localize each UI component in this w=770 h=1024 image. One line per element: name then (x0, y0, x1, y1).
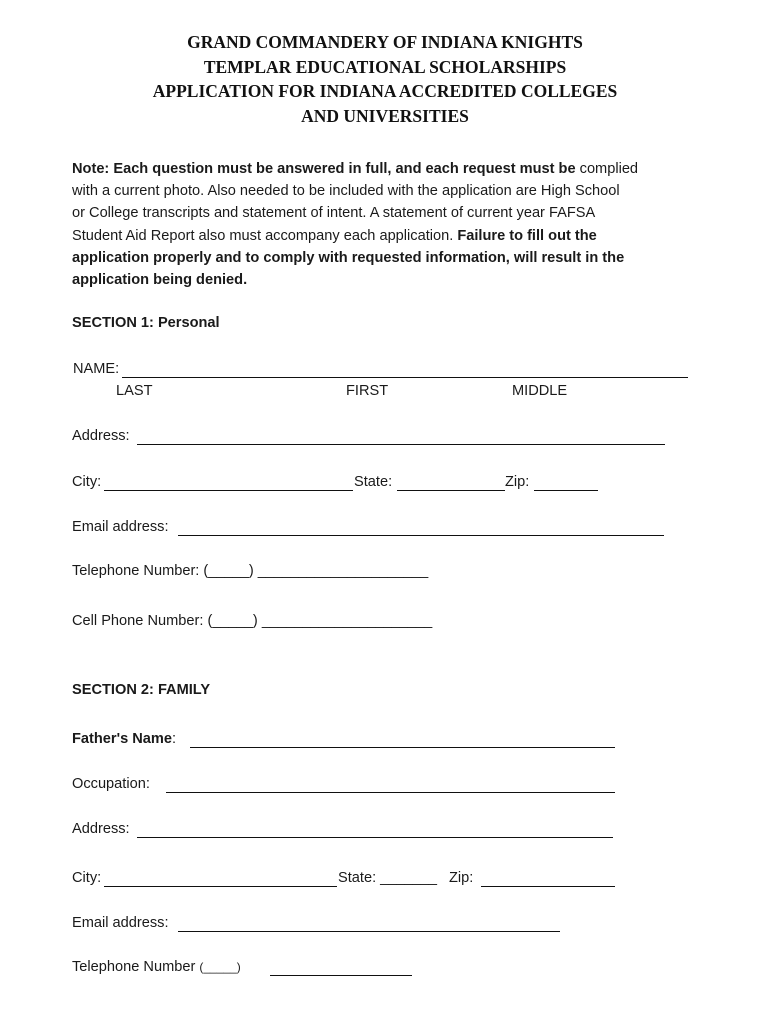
note-line-3: or College transcripts and statement of intent. A statement of current year FAFSA (72, 205, 596, 222)
zip-field[interactable] (534, 490, 598, 491)
note-line-5-bold: application properly and to comply with requested information, will result in the (72, 249, 625, 266)
occupation-label: Occupation: (72, 776, 150, 792)
note-bold-1: Note: Each question must be answered in full, and each request must be (72, 161, 576, 177)
title-line-3: APPLICATION FOR INDIANA ACCREDITED COLLEGES (152, 81, 618, 101)
note-line-1 (72, 158, 702, 180)
family-zip-label: Zip: (449, 870, 474, 886)
section-2-heading: SECTION 2: FAMILY (72, 682, 211, 698)
state-label: State: (354, 474, 393, 490)
father-name-colon: : (172, 731, 177, 747)
title-line-1: GRAND COMMANDERY OF INDIANA KNIGHTS (187, 32, 583, 52)
name-first-caption: FIRST (346, 383, 389, 399)
family-telephone-label (72, 959, 241, 975)
family-telephone-area-code[interactable]: (_____) (199, 960, 241, 974)
name-last-caption: LAST (116, 383, 153, 399)
state-field[interactable] (397, 490, 505, 491)
email-field[interactable] (178, 535, 664, 536)
instructions-note (72, 158, 702, 291)
city-field[interactable] (104, 490, 353, 491)
name-label: NAME: (73, 361, 120, 377)
occupation-field[interactable] (166, 792, 615, 793)
family-email-field[interactable] (178, 931, 560, 932)
family-email-label: Email address: (72, 915, 169, 931)
family-city-label: City: (72, 870, 102, 886)
family-address-field[interactable] (137, 837, 613, 838)
father-name-label (72, 731, 176, 747)
title-line-2: TEMPLAR EDUCATIONAL SCHOLARSHIPS (203, 56, 567, 77)
note-text-1: complied (575, 161, 639, 177)
note-line-4 (72, 225, 702, 247)
note-line-4-text: Student Aid Report also must accompany each application. (72, 227, 458, 244)
father-name-field[interactable] (190, 747, 615, 748)
family-city-field[interactable] (104, 886, 337, 887)
title-line-4: AND UNIVERSITIES (301, 105, 469, 126)
note-line-6 (72, 269, 702, 291)
cell-phone-field[interactable]: Cell Phone Number: (_____) _____________________ (72, 613, 433, 629)
address-label: Address: (72, 428, 130, 444)
telephone-field[interactable]: Telephone Number: (_____) _____________________ (72, 563, 429, 579)
family-telephone-field[interactable] (270, 975, 412, 976)
note-line-2: with a current photo. Also needed to be included with the application are High School (72, 183, 620, 200)
family-telephone-label-text: Telephone Number (72, 959, 196, 975)
family-state-field[interactable]: State: _______ (338, 870, 437, 886)
note-line-4-bold: Failure to fill out the (457, 227, 597, 244)
city-label: City: (72, 474, 102, 490)
zip-label: Zip: (505, 474, 530, 490)
family-address-label: Address: (72, 821, 130, 837)
name-middle-caption: MIDDLE (512, 383, 568, 399)
family-zip-field[interactable] (481, 886, 615, 887)
note-line-5 (72, 247, 702, 269)
name-field[interactable] (122, 377, 688, 378)
form-title (0, 30, 770, 128)
email-label: Email address: (72, 519, 169, 535)
address-field[interactable] (137, 444, 665, 445)
father-name-label-text: Father's Name (72, 731, 172, 747)
section-1-heading: SECTION 1: Personal (72, 315, 220, 331)
note-line-6-bold: application being denied. (72, 272, 248, 289)
